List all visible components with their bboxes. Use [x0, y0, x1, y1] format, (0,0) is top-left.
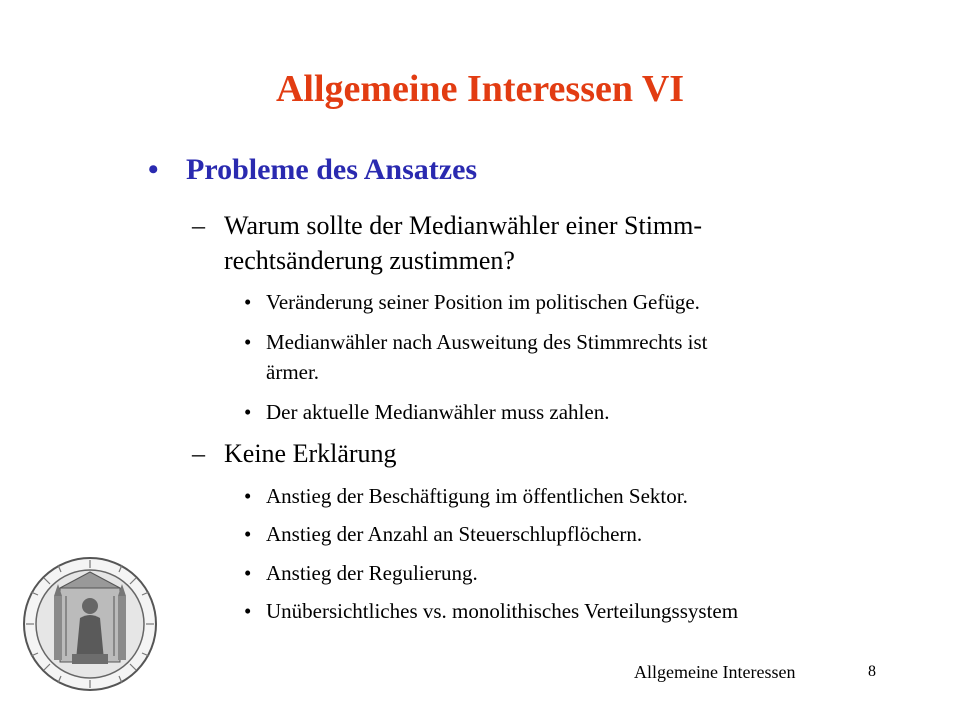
bullet-icon: • — [148, 153, 159, 186]
point-text: Veränderung seiner Position im politischen Gefüge. — [266, 290, 700, 314]
slide-title: Allgemeine Interessen VI — [275, 68, 685, 110]
bullet-icon: • — [244, 400, 252, 424]
heading-text: Probleme des Ansatzes — [186, 153, 478, 186]
dash-marker: – — [192, 211, 205, 240]
point-text: Unübersichtliches vs. monolithisches Verteilungssystem — [266, 599, 739, 623]
point-text: Anstieg der Beschäftigung im öffentlichen Sektor. — [266, 484, 688, 508]
point-text-cont: ärmer. — [266, 360, 320, 384]
point-text: Der aktuelle Medianwähler muss zahlen. — [266, 400, 610, 424]
bullet-icon: • — [244, 561, 252, 585]
bullet-icon: • — [244, 522, 252, 546]
point-text: Anstieg der Anzahl an Steuerschlupflöchern. — [266, 522, 643, 546]
subitem-text-line1: Keine Erklärung — [224, 439, 397, 468]
bullet-icon: • — [244, 484, 252, 508]
point-text: Anstieg der Regulierung. — [266, 561, 478, 585]
dash-marker: – — [192, 439, 205, 468]
subitem-text-line2: rechtsänderung zustimmen? — [224, 246, 515, 275]
university-seal-icon — [22, 556, 158, 692]
bullet-icon: • — [244, 330, 252, 354]
point-text: Medianwähler nach Ausweitung des Stimmrechts ist — [266, 330, 708, 354]
bullet-icon: • — [244, 290, 252, 314]
footer-title: Allgemeine Interessen — [634, 662, 796, 682]
bullet-icon: • — [244, 599, 252, 623]
page-number: 8 — [868, 663, 876, 680]
subitem-text-line1: Warum sollte der Medianwähler einer Stimm- — [224, 211, 703, 240]
